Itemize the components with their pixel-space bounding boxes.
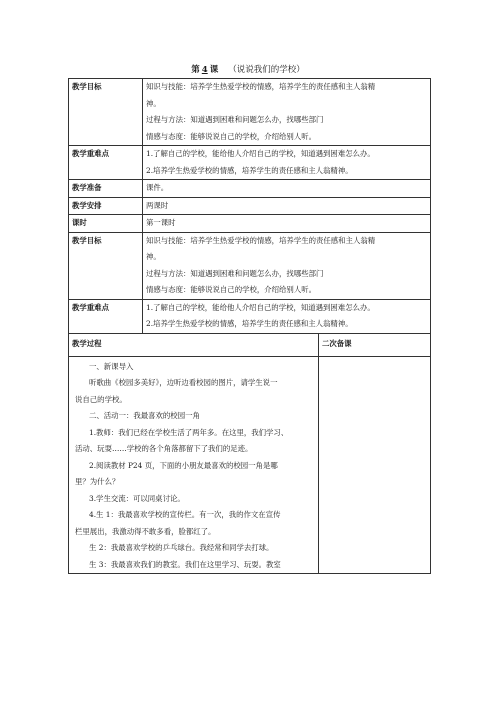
- preparation-value: 课件。: [143, 180, 431, 198]
- table-row: [69, 146, 431, 180]
- period-label: 课时: [69, 215, 143, 233]
- table-row: [69, 299, 431, 333]
- process-line: 活动、玩耍……学校的各个角落都留下了我们的足迹。: [75, 444, 253, 453]
- key-point-line: 2.培养学生热爱学校的情感，培养学生的责任感和主人翁精神。: [146, 165, 353, 175]
- table-row: [69, 215, 431, 233]
- lesson-plan-table: [68, 78, 431, 574]
- process-content: [69, 356, 319, 574]
- lesson-title: [0, 64, 496, 76]
- preparation-label: 教学准备: [69, 180, 143, 198]
- table-row: [69, 333, 431, 356]
- goal-line: 神。: [146, 252, 161, 261]
- process-line: 二、活动一：我最喜欢的校园一角: [89, 411, 200, 420]
- key-points-label: 教学重难点: [69, 299, 143, 333]
- goal-line: 过程与方法：知道遇到困难和问题怎么办，找哪些部门: [146, 268, 324, 278]
- process-line: 栏里展出，我激动得不敢多看，脸都红了。: [75, 526, 216, 536]
- table-row: [69, 232, 431, 299]
- table-row: [69, 197, 431, 215]
- goal-label: 教学目标: [69, 79, 143, 146]
- period-value: 第一课时: [143, 215, 431, 233]
- key-points-content: [143, 146, 431, 180]
- second-prep-header: 二次备课: [319, 333, 431, 356]
- goal-line: 知识与技能：培养学生热爱学校的情感，培养学生的责任感和主人翁精: [146, 235, 376, 245]
- goal-line: 过程与方法：知道遇到困难和问题怎么办，找哪些部门: [146, 115, 324, 124]
- process-line: 1.教师：我们已经在学校生活了两年多。在这里，我们学习、: [89, 427, 289, 437]
- key-point-line: 1.了解自己的学校，能给他人介绍自己的学校，知道遇到困难怎么办。: [146, 149, 375, 158]
- lesson-suffix: 课: [209, 65, 219, 75]
- goal-line: 知识与技能：培养学生热爱学校的情感，培养学生的责任感和主人翁精: [146, 82, 376, 91]
- goal-line: 情感与态度：能够说说自己的学校，介绍给别人听。: [146, 131, 316, 141]
- process-line: 3.学生交流：可以同桌讨论。: [89, 493, 185, 503]
- table-row: [69, 180, 431, 198]
- key-points-content: [143, 299, 431, 333]
- process-line: 里？为什么？: [75, 477, 120, 486]
- key-points-label: 教学重难点: [69, 146, 143, 180]
- lesson-prefix: 第: [191, 65, 200, 75]
- goal-content: [143, 232, 431, 299]
- key-point-line: 2.培养学生热爱学校的情感，培养学生的责任感和主人翁精神。: [146, 319, 353, 328]
- process-header: 教学过程: [69, 333, 319, 356]
- process-line: 生 2：我最喜欢学校的乒乓球台。我经常和同学去打球。: [89, 543, 274, 552]
- table-row: [69, 356, 431, 574]
- second-prep-content: [319, 356, 431, 574]
- lesson-number: 4: [201, 65, 208, 75]
- process-line: 2.阅读教材 P24 页，下面的小朋友最喜欢的校园一角是哪: [89, 460, 278, 470]
- lesson-subtitle: （说说我们的学校）: [228, 65, 305, 75]
- table-row: [69, 79, 431, 146]
- process-line: 说自己的学校。: [75, 394, 127, 404]
- goal-line: 神。: [146, 98, 161, 108]
- key-point-line: 1.了解自己的学校，能给他人介绍自己的学校，知道遇到困难怎么办。: [146, 302, 375, 312]
- goal-content: [143, 79, 431, 146]
- process-line: 4.生 1：我最喜欢学校的宣传栏。有一次，我的作文在宣传: [89, 510, 281, 519]
- process-line: 一、新课导入: [89, 361, 134, 371]
- goal-label: 教学目标: [69, 232, 143, 299]
- schedule-value: 两课时: [143, 197, 431, 215]
- process-line: 生 3：我最喜欢我们的教室。我们在这里学习、玩耍。教室: [89, 559, 281, 569]
- goal-line: 情感与态度：能够说说自己的学校，介绍给别人听。: [146, 285, 316, 294]
- process-line: 听歌曲《校园多美好》，边听边看校园的图片，请学生说一: [89, 378, 278, 387]
- schedule-label: 教学安排: [69, 197, 143, 215]
